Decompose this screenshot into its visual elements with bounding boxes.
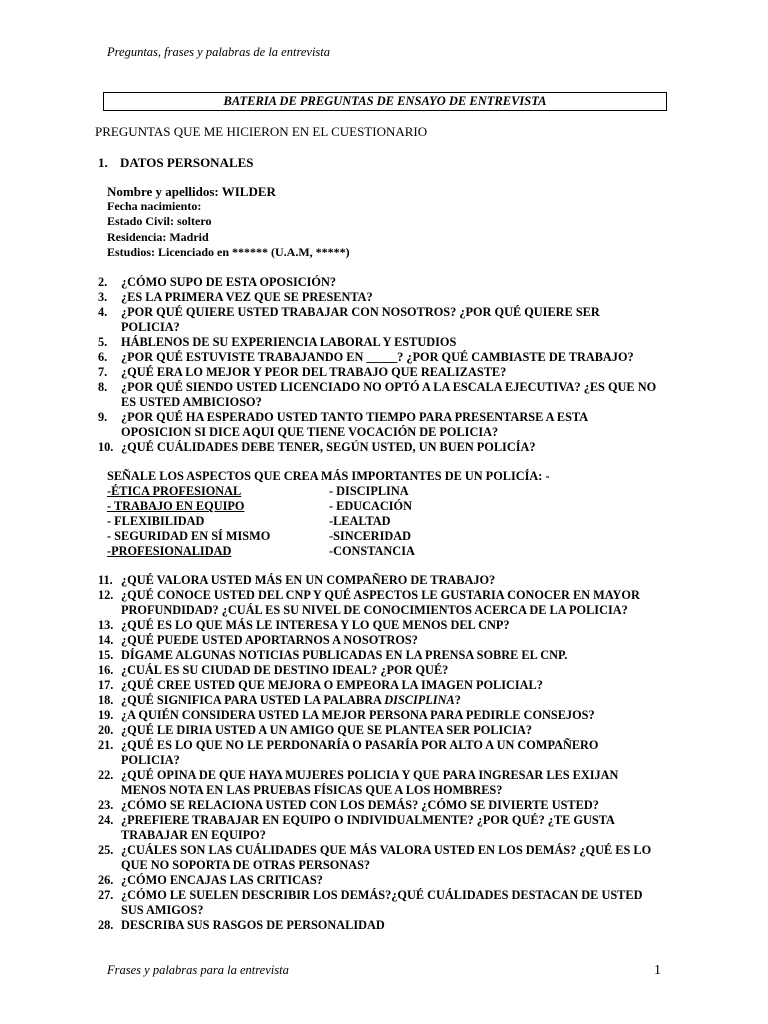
question-text: ¿POR QUÉ SIENDO USTED LICENCIADO NO OPTÓ A LA ESCALA EJECUTIVA? ¿ES QUE NO ES USTED AMBICIOSO? — [121, 380, 657, 409]
question-number: 21. — [98, 738, 114, 752]
question-number: 20. — [98, 723, 114, 737]
question-text: ¿POR QUÉ QUIERE USTED TRABAJAR CON NOSOTROS? ¿POR QUÉ QUIERE SER POLICIA? — [121, 305, 600, 334]
aspect-item: - DISCIPLINA — [329, 484, 409, 498]
question-text: ¿QUÉ CUÁLIDADES DEBE TENER, SEGÚN USTED, UN BUEN POLICÍA? — [121, 440, 536, 454]
question-number: 15. — [98, 648, 114, 662]
question-number: 5. — [98, 335, 108, 349]
question-item — [98, 290, 658, 305]
question-text: ¿POR QUÉ ESTUVISTE TRABAJANDO EN _____? ¿POR QUÉ CAMBIASTE DE TRABAJO? — [121, 350, 634, 364]
question-item — [98, 365, 658, 380]
question-text: ¿QUÉ LE DIRIA USTED A UN AMIGO QUE SE PLANTEA SER POLICIA? — [121, 723, 533, 737]
section-heading — [98, 155, 254, 171]
question-number: 10. — [98, 440, 114, 454]
aspect-item: -SINCERIDAD — [329, 529, 411, 543]
question-list-b — [98, 573, 658, 933]
question-list-a — [98, 275, 658, 455]
aspects-row — [107, 529, 550, 544]
question-item — [98, 335, 658, 350]
question-number: 17. — [98, 678, 114, 692]
question-number: 9. — [98, 410, 108, 424]
aspects-row — [107, 484, 550, 499]
question-text-emphasis: DISCIPLINA — [384, 693, 455, 707]
question-text: ¿QUÉ VALORA USTED MÁS EN UN COMPAÑERO DE TRABAJO? — [121, 573, 496, 587]
question-number: 25. — [98, 843, 114, 857]
question-item — [98, 738, 658, 768]
question-text: DESCRIBA SUS RASGOS DE PERSONALIDAD — [121, 918, 385, 932]
question-number: 18. — [98, 693, 114, 707]
personal-residence: Residencia: Madrid — [107, 229, 209, 244]
question-item — [98, 723, 658, 738]
question-text: ¿QUÉ PUEDE USTED APORTARNOS A NOSOTROS? — [121, 633, 418, 647]
section-number: 1. — [98, 155, 108, 170]
question-number: 14. — [98, 633, 114, 647]
personal-studies: Estudios: Licenciado en ****** (U.A.M, *****) — [107, 244, 350, 259]
document-title: BATERIA DE PREGUNTAS DE ENSAYO DE ENTREVISTA — [103, 92, 667, 111]
question-item — [98, 305, 658, 335]
aspect-item: - EDUCACIÓN — [329, 499, 413, 513]
page-footer: Frases y palabras para la entrevista — [107, 963, 289, 977]
question-number: 23. — [98, 798, 114, 812]
question-text: ¿CUÁL ES SU CIUDAD DE DESTINO IDEAL? ¿POR QUÉ? — [121, 663, 449, 677]
question-text: HÁBLENOS DE SU EXPERIENCIA LABORAL Y ESTUDIOS — [121, 335, 457, 349]
question-text: ¿PREFIERE TRABAJAR EN EQUIPO O INDIVIDUALMENTE? ¿POR QUÉ? ¿TE GUSTA TRABAJAR EN EQUIPO? — [121, 813, 615, 842]
question-text: ¿QUÉ ES LO QUE NO LE PERDONARÍA O PASARÍA POR ALTO A UN COMPAÑERO POLICIA? — [121, 738, 599, 767]
question-text: ¿ES LA PRIMERA VEZ QUE SE PRESENTA? — [121, 290, 373, 304]
question-item — [98, 843, 658, 873]
aspect-item: -CONSTANCIA — [329, 544, 415, 558]
question-item — [98, 768, 658, 798]
aspect-item: -ÉTICA PROFESIONAL — [107, 484, 242, 498]
question-text: ¿QUÉ OPINA DE QUE HAYA MUJERES POLICIA Y QUE PARA INGRESAR LES EXIJAN MENOS NOTA EN LAS PRUEBAS FÍSICAS QUE A LOS HOMBRES? — [121, 768, 619, 797]
question-number: 7. — [98, 365, 108, 379]
question-number: 2. — [98, 275, 108, 289]
question-text: ¿CUÁLES SON LAS CUÁLIDADES QUE MÁS VALORA USTED EN LOS DEMÁS? ¿QUÉ ES LO QUE NO SOPORTA DE OTRAS PERSONAS? — [121, 843, 652, 872]
question-text-post: ? — [454, 693, 461, 707]
question-number: 26. — [98, 873, 114, 887]
question-item — [98, 918, 658, 933]
page-number: 1 — [654, 963, 661, 978]
question-text — [121, 693, 658, 708]
aspects-row — [107, 544, 550, 559]
aspect-item: -PROFESIONALIDAD — [107, 544, 232, 558]
question-item — [98, 888, 658, 918]
question-text: ¿QUÉ CONOCE USTED DEL CNP Y QUÉ ASPECTOS LE GUSTARIA CONOCER EN MAYOR PROFUNDIDAD? ¿CUÁL ES SU NIVEL DE CONOCIMIENTOS ACERCA DE LA POLICIA? — [121, 588, 640, 617]
question-text: DÍGAME ALGUNAS NOTICIAS PUBLICADAS EN LA PRENSA SOBRE EL CNP. — [121, 648, 568, 662]
question-text: ¿CÓMO SUPO DE ESTA OPOSICIÓN? — [121, 275, 336, 289]
question-text-pre: ¿QUÉ SIGNIFICA PARA USTED LA PALABRA — [121, 693, 385, 707]
question-item — [98, 813, 658, 843]
question-number: 16. — [98, 663, 114, 677]
aspect-item: -LEALTAD — [329, 514, 391, 528]
question-item — [98, 588, 658, 618]
personal-civil-status: Estado Civil: soltero — [107, 214, 212, 229]
question-item — [98, 410, 658, 440]
question-number: 28. — [98, 918, 114, 932]
question-number: 12. — [98, 588, 114, 602]
question-text: ¿QUÉ CREE USTED QUE MEJORA O EMPEORA LA IMAGEN POLICIAL? — [121, 678, 543, 692]
aspects-block — [107, 469, 550, 559]
question-item — [98, 350, 658, 365]
aspect-item: - TRABAJO EN EQUIPO — [107, 499, 245, 513]
question-number: 8. — [98, 380, 108, 394]
question-number: 3. — [98, 290, 108, 304]
question-item — [98, 618, 658, 633]
question-item — [98, 873, 658, 888]
question-item — [98, 633, 658, 648]
section-label: DATOS PERSONALES — [120, 155, 254, 170]
aspects-row — [107, 499, 550, 514]
question-item — [98, 573, 658, 588]
question-number: 27. — [98, 888, 114, 902]
personal-data-block — [107, 184, 350, 260]
question-item — [98, 798, 658, 813]
question-number: 19. — [98, 708, 114, 722]
aspect-item: - FLEXIBILIDAD — [107, 514, 205, 528]
question-number: 13. — [98, 618, 114, 632]
question-text: ¿POR QUÉ HA ESPERADO USTED TANTO TIEMPO PARA PRESENTARSE A ESTA OPOSICION SI DICE AQUI QUE TIENE VOCACIÓN DE POLICIA? — [121, 410, 588, 439]
question-item — [98, 708, 658, 723]
question-item — [98, 275, 658, 290]
question-text: ¿QUÉ ES LO QUE MÁS LE INTERESA Y LO QUE MENOS DEL CNP? — [121, 618, 510, 632]
question-text: ¿A QUIÉN CONSIDERA USTED LA MEJOR PERSONA PARA PEDIRLE CONSEJOS? — [121, 708, 595, 722]
question-item — [98, 380, 658, 410]
question-item — [98, 440, 658, 455]
question-text: ¿CÓMO LE SUELEN DESCRIBIR LOS DEMÁS?¿QUÉ CUÁLIDADES DESTACAN DE USTED SUS AMIGOS? — [121, 888, 643, 917]
question-item — [98, 663, 658, 678]
question-text: ¿CÓMO SE RELACIONA USTED CON LOS DEMÁS? ¿CÓMO SE DIVIERTE USTED? — [121, 798, 599, 812]
question-number: 4. — [98, 305, 108, 319]
question-number: 6. — [98, 350, 108, 364]
personal-birthdate: Fecha nacimiento: — [107, 199, 202, 214]
question-number: 24. — [98, 813, 114, 827]
question-item — [98, 678, 658, 693]
question-text: ¿QUÉ ERA LO MEJOR Y PEOR DEL TRABAJO QUE REALIZASTE? — [121, 365, 507, 379]
question-number: 22. — [98, 768, 114, 782]
question-text: ¿CÓMO ENCAJAS LAS CRITICAS? — [121, 873, 323, 887]
aspects-row — [107, 514, 550, 529]
question-item — [98, 693, 658, 708]
question-number: 11. — [98, 573, 113, 587]
aspects-heading: SEÑALE LOS ASPECTOS QUE CREA MÁS IMPORTANTES DE UN POLICÍA: - — [107, 469, 550, 483]
question-item — [98, 648, 658, 663]
page-header: Preguntas, frases y palabras de la entrevista — [107, 45, 331, 59]
document-subtitle: PREGUNTAS QUE ME HICIERON EN EL CUESTIONARIO — [95, 124, 428, 139]
personal-name: Nombre y apellidos: WILDER — [107, 184, 276, 199]
aspect-item: - SEGURIDAD EN SÍ MISMO — [107, 529, 271, 543]
